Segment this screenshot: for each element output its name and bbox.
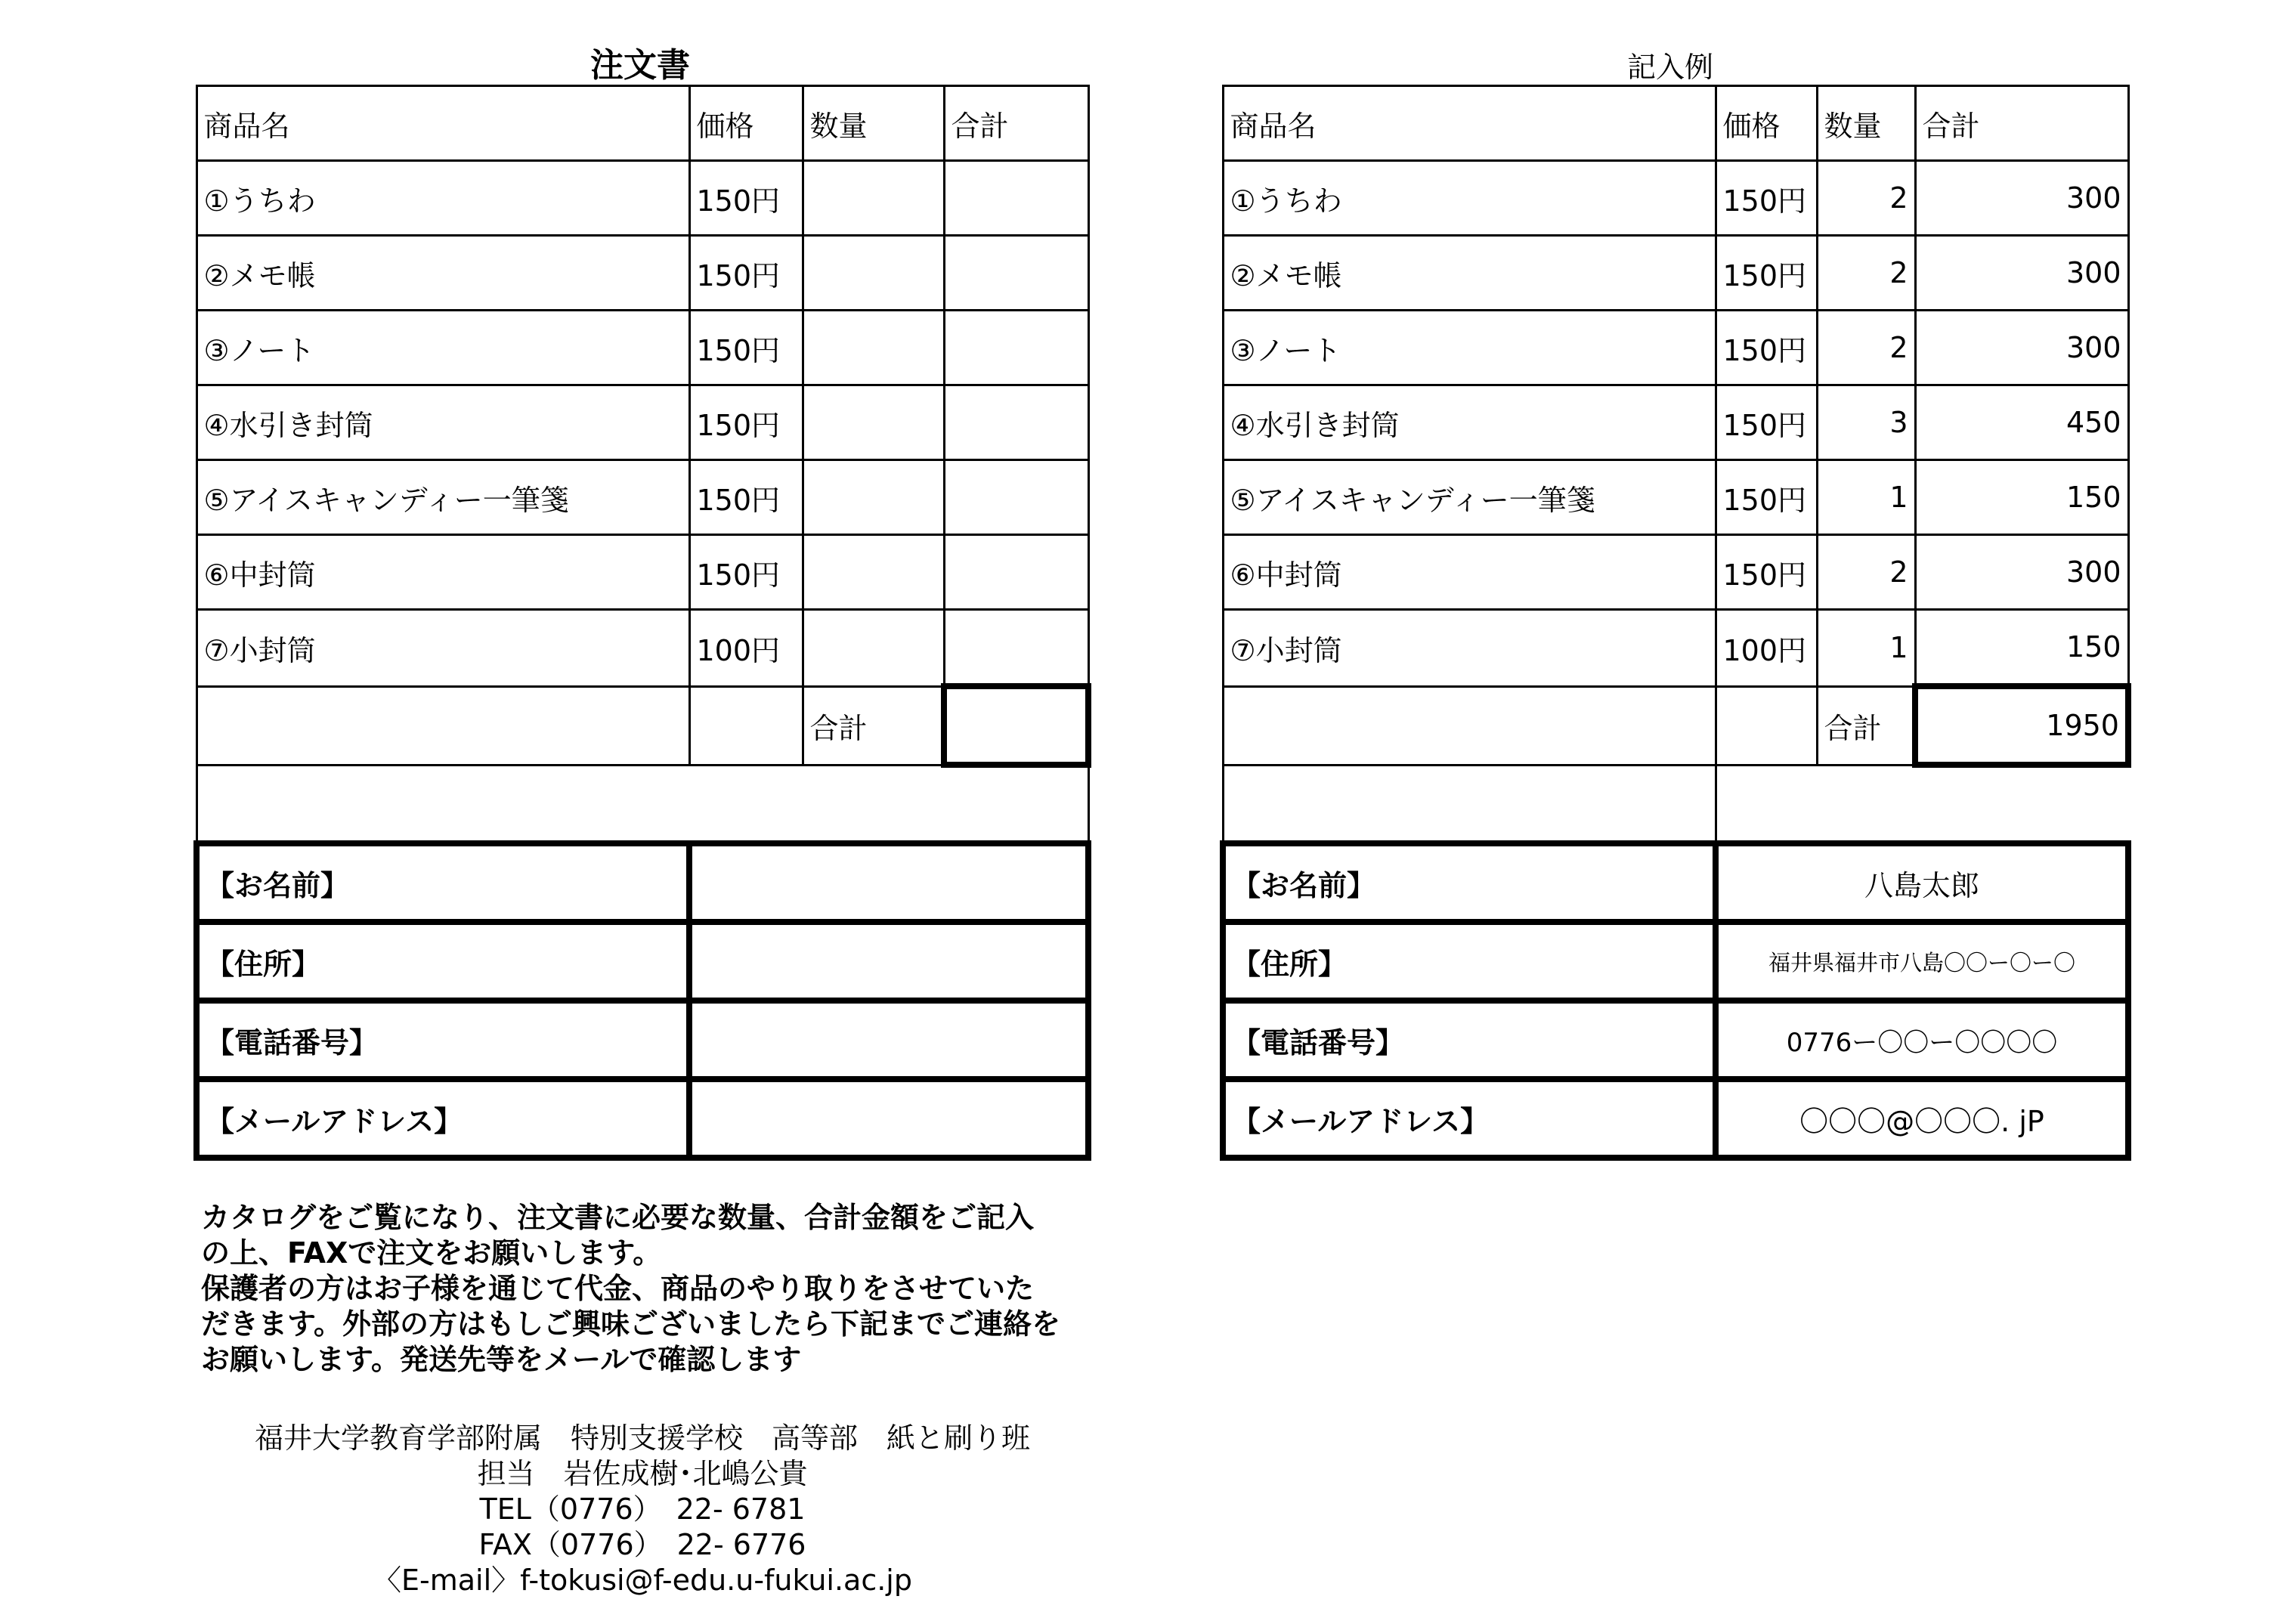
total-cell: 150 [1915,610,2128,687]
email-label: 【メールアドレス】 [1223,1079,1716,1158]
phone-label: 【電話番号】 [1223,1001,1716,1079]
phone-value: 0776ー〇〇ー〇〇〇〇 [1716,1001,2128,1079]
price-cell: 150円 [1716,535,1817,610]
name-input-cell[interactable] [689,843,1088,922]
product-name-cell: ⑥中封筒 [196,535,689,610]
product-name-cell: ②メモ帳 [1223,236,1716,311]
order-form-table [193,85,1091,1161]
product-name-cell: ⑤アイスキャンディー一筆箋 [1223,460,1716,535]
email-input-cell[interactable] [689,1079,1088,1158]
contact-info [151,1421,1134,1598]
empty-cell [1716,765,2128,843]
product-name-cell: ①うちわ [1223,161,1716,236]
quantity-cell: 2 [1817,311,1915,385]
name-value: 八島太郎 [1716,843,2128,922]
product-name-cell: ④水引き封筒 [1223,385,1716,460]
total-input-cell[interactable] [944,161,1088,236]
order-instructions [201,1200,1108,1378]
product-name-cell: ②メモ帳 [196,236,689,311]
email-label: 【メールアドレス】 [196,1079,689,1158]
example-table [1220,85,2131,1161]
total-cell: 150 [1915,460,2128,535]
quantity-cell: 1 [1817,460,1915,535]
empty-cell [689,686,803,765]
header-quantity: 数量 [803,86,944,161]
header-price: 価格 [1716,86,1817,161]
info-row-email [1223,1079,2128,1158]
instruction-line: お願いします。発送先等をメールで確認します [201,1343,802,1376]
header-price: 価格 [689,86,803,161]
sum-input-cell[interactable] [944,686,1088,765]
instruction-line: 保護者の方はお子様を通じて代金、商品のやり取りをさせていた [201,1272,1035,1305]
quantity-cell: 3 [1817,385,1915,460]
phone-number: TEL（0776） 22- 6781 [479,1493,806,1526]
quantity-input-cell[interactable] [803,385,944,460]
product-name-cell: ⑦小封筒 [196,610,689,687]
price-cell: 150円 [689,236,803,311]
header-total: 合計 [1915,86,2128,161]
table-row [1223,610,2128,687]
table-row [196,236,1088,311]
table-row [196,161,1088,236]
address-label: 【住所】 [196,922,689,1001]
sum-value-cell: 1950 [1915,686,2128,765]
price-cell: 100円 [689,610,803,687]
info-row-email [196,1079,1088,1158]
sum-row [196,686,1088,765]
quantity-cell: 2 [1817,236,1915,311]
table-row [1223,161,2128,236]
table-row [196,311,1088,385]
table-row [1223,535,2128,610]
table-row [196,610,1088,687]
header-quantity: 数量 [1817,86,1915,161]
name-label: 【お名前】 [196,843,689,922]
empty-cell [1716,686,1817,765]
price-cell: 150円 [1716,385,1817,460]
sum-label: 合計 [1817,686,1915,765]
instruction-line: の上、FAXで注文をお願いします。 [201,1236,662,1270]
phone-label: 【電話番号】 [196,1001,689,1079]
header-product-name: 商品名 [196,86,689,161]
info-row-name [1223,843,2128,922]
empty-cell [1223,686,1716,765]
price-cell: 150円 [1716,460,1817,535]
total-input-cell[interactable] [944,311,1088,385]
price-cell: 150円 [689,161,803,236]
product-name-cell: ⑦小封筒 [1223,610,1716,687]
quantity-input-cell[interactable] [803,311,944,385]
product-name-cell: ③ノート [196,311,689,385]
product-name-cell: ④水引き封筒 [196,385,689,460]
price-cell: 150円 [689,535,803,610]
price-cell: 150円 [1716,311,1817,385]
quantity-input-cell[interactable] [803,460,944,535]
school-name: 福井大学教育学部附属 特別支援学校 高等部 紙と刷り班 [254,1421,1030,1455]
total-cell: 300 [1915,161,2128,236]
table-header-row [196,86,1088,161]
spacer-row [196,765,1088,843]
table-row [1223,236,2128,311]
empty-cell [196,686,689,765]
fax-number: FAX（0776） 22- 6776 [478,1528,806,1561]
product-name-cell: ③ノート [1223,311,1716,385]
quantity-cell: 2 [1817,161,1915,236]
table-row [1223,311,2128,385]
price-cell: 150円 [689,385,803,460]
total-input-cell[interactable] [944,460,1088,535]
total-input-cell[interactable] [944,236,1088,311]
total-cell: 450 [1915,385,2128,460]
sum-label: 合計 [803,686,944,765]
phone-input-cell[interactable] [689,1001,1088,1079]
info-row-phone [1223,1001,2128,1079]
quantity-input-cell[interactable] [803,236,944,311]
quantity-input-cell[interactable] [803,535,944,610]
total-cell: 300 [1915,236,2128,311]
total-input-cell[interactable] [944,610,1088,687]
product-name-cell: ⑥中封筒 [1223,535,1716,610]
instruction-line: だきます。外部の方はもしご興味ございましたら下記までご連絡を [201,1307,1060,1341]
quantity-cell: 1 [1817,610,1915,687]
empty-cell [196,765,1088,843]
quantity-input-cell[interactable] [803,610,944,687]
instruction-line: カタログをご覧になり、注文書に必要な数量、合計金額をご記入 [201,1201,1035,1234]
table-row [1223,385,2128,460]
sum-row [1223,686,2128,765]
price-cell: 100円 [1716,610,1817,687]
product-name-cell: ⑤アイスキャンディー一筆箋 [196,460,689,535]
info-row-name [196,843,1088,922]
total-cell: 300 [1915,311,2128,385]
price-cell: 150円 [689,311,803,385]
table-header-row [1223,86,2128,161]
table-row [1223,460,2128,535]
person-in-charge: 担当 岩佐成樹･北嶋公貴 [477,1457,808,1490]
quantity-cell: 2 [1817,535,1915,610]
total-cell: 300 [1915,535,2128,610]
address-label: 【住所】 [1223,922,1716,1001]
address-value: 福井県福井市八島〇〇ー〇ー〇 [1716,922,2128,1001]
price-cell: 150円 [1716,236,1817,311]
table-row [196,535,1088,610]
table-row [196,385,1088,460]
info-row-phone [196,1001,1088,1079]
info-row-address [196,922,1088,1001]
table-row [196,460,1088,535]
email-value: 〇〇〇@〇〇〇. jP [1716,1079,2128,1158]
example-title: 記入例 [1626,51,1713,84]
name-label: 【お名前】 [1223,843,1716,922]
header-product-name: 商品名 [1223,86,1716,161]
total-input-cell[interactable] [944,535,1088,610]
empty-cell [1223,765,1716,843]
price-cell: 150円 [1716,161,1817,236]
spacer-row [1223,765,2128,843]
price-cell: 150円 [689,460,803,535]
header-total: 合計 [944,86,1088,161]
info-row-address [1223,922,2128,1001]
quantity-input-cell[interactable] [803,161,944,236]
address-input-cell[interactable] [689,922,1088,1001]
total-input-cell[interactable] [944,385,1088,460]
product-name-cell: ①うちわ [196,161,689,236]
order-form-title: 注文書 [590,46,690,85]
email-address: 〈E-mail〉f-tokusi@f-edu.u-fukui.ac.jp [372,1564,912,1597]
